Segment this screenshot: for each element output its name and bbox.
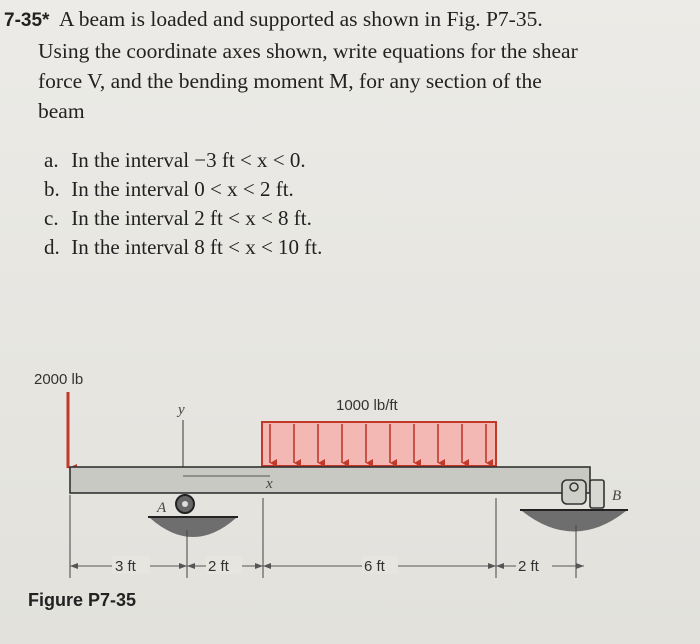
dimension-2ft-left: 2 ft <box>208 558 229 575</box>
part-c-label: c. <box>44 206 59 230</box>
support-a-ground <box>150 518 236 537</box>
distributed-load-label: 1000 lb/ft <box>336 397 398 414</box>
figure-caption: Figure P7-35 <box>28 590 137 610</box>
point-load-label: 2000 lb <box>34 371 84 388</box>
part-d-text: In the interval 8 ft < x < 10 ft. <box>71 235 323 259</box>
support-a-label: A <box>157 500 167 516</box>
support-b-label: B <box>612 488 622 504</box>
problem-text-1: A beam is loaded and supported as shown in Fig. P7-35. <box>59 7 543 31</box>
part-a-text: In the interval −3 ft < x < 0. <box>71 148 306 172</box>
problem-line-2: Using the coordinate axes shown, write equations for the shear <box>38 39 578 63</box>
part-b-text: In the interval 0 < x < 2 ft. <box>71 177 294 201</box>
support-a-pin-center <box>182 501 188 507</box>
dimension-2ft-right: 2 ft <box>518 558 539 575</box>
y-axis-label: y <box>178 402 185 418</box>
problem-line-3: force V, and the bending moment M, for any section of the <box>38 69 542 93</box>
distributed-load-block <box>262 422 496 466</box>
support-b-ground <box>522 511 626 532</box>
part-c-text: In the interval 2 ft < x < 8 ft. <box>71 206 312 230</box>
problem-number: 7-35* <box>4 10 50 31</box>
part-a-label: a. <box>44 148 59 172</box>
problem-line-4: beam <box>38 99 85 123</box>
x-axis-label: x <box>266 476 273 492</box>
dimension-6ft: 6 ft <box>364 558 385 575</box>
support-b-roller <box>590 480 604 508</box>
beam <box>70 467 590 493</box>
dimension-3ft: 3 ft <box>115 558 136 575</box>
part-b-label: b. <box>44 177 60 201</box>
part-d-label: d. <box>44 235 60 259</box>
